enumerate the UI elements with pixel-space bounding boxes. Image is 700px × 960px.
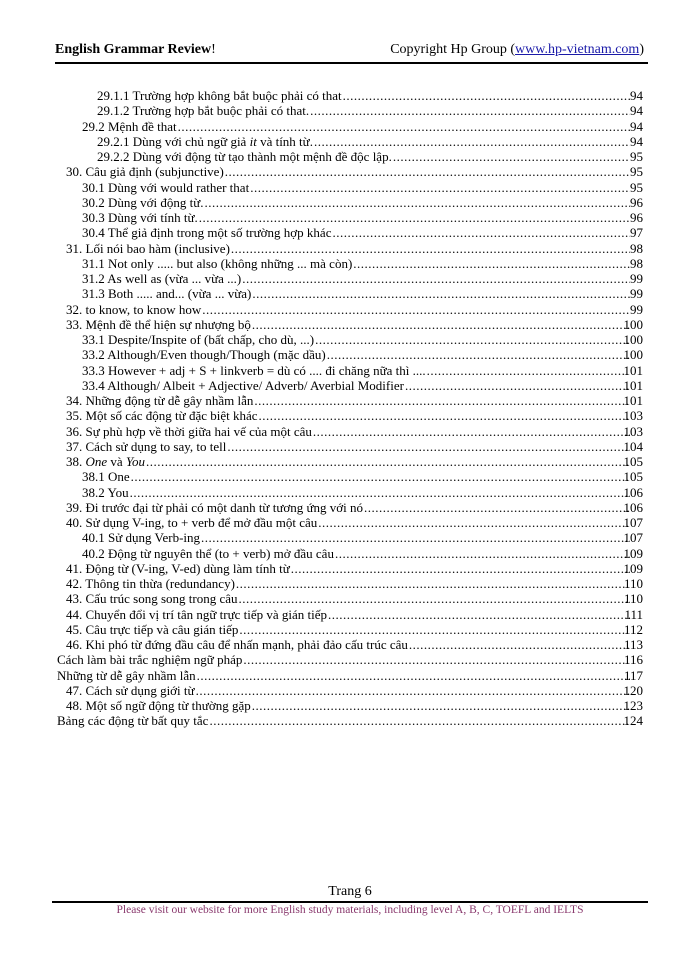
header-divider [55, 62, 648, 64]
toc-entry-label: 33.4 Although/ Albeit + Adjective/ Adverb/ Averbial Modifier [82, 377, 404, 393]
toc-entry-line [82, 119, 630, 134]
toc-entry-page: 100 [623, 332, 643, 347]
toc-entry-line [66, 637, 630, 652]
toc-entry-page: 117 [623, 667, 643, 683]
toc-entry-line [82, 286, 630, 301]
toc-entry-page: 105 [623, 469, 643, 485]
toc-entry[interactable] [0, 668, 700, 683]
toc-entry-page: 110 [623, 576, 643, 591]
toc-entry-page: 98 [630, 240, 643, 256]
toc-entry-line [66, 500, 630, 515]
toc-entry[interactable] [0, 225, 700, 240]
toc-entry-label: 38.1 One [82, 469, 130, 485]
toc-entry-page: 96 [630, 194, 643, 210]
toc-entry-page: 109 [623, 560, 643, 576]
dot-leader [332, 225, 630, 240]
toc-entry-page: 103 [623, 408, 643, 424]
dot-leader [335, 546, 630, 561]
dot-leader [209, 713, 630, 728]
dot-leader [252, 317, 630, 332]
toc-entry-line [82, 210, 630, 225]
toc-entry-line [66, 515, 630, 530]
toc-entry-label: 45. Câu trực tiếp và câu gián tiếp [66, 621, 239, 637]
toc-entry[interactable] [0, 683, 700, 698]
toc-entry-line [82, 256, 630, 271]
dot-leader [327, 347, 630, 362]
toc-entry-label: 30. Câu giả định (subjunctive) [66, 164, 224, 180]
toc-entry-label: 33. Mệnh đề thể hiện sự nhượng bộ [66, 316, 251, 332]
toc-entry-line [66, 317, 630, 332]
toc-entry-label: 31.2 As well as (vừa ... vừa ...) [82, 271, 242, 286]
toc-entry-page: 116 [623, 652, 643, 668]
toc-entry-label: 48. Một số ngữ động từ thường gặp [66, 698, 251, 713]
dot-leader [259, 408, 630, 423]
toc-entry-page: 101 [623, 362, 643, 378]
dot-leader [427, 363, 630, 378]
toc-entry-label: 47. Cách sử dụng giới từ [66, 682, 195, 698]
toc-entry-label: Những từ dễ gây nhầm lẫn [57, 667, 196, 683]
toc-entry-line [82, 469, 630, 484]
toc-entry-page: 113 [623, 637, 643, 652]
toc-entry-line [82, 271, 630, 286]
dot-leader [314, 134, 630, 149]
footer-divider [52, 901, 648, 903]
toc-entry[interactable] [0, 378, 700, 393]
dot-leader [225, 164, 630, 179]
toc-entry-line [66, 683, 630, 698]
document-title [55, 42, 216, 58]
toc-entry-page: 100 [623, 316, 643, 332]
dot-leader [205, 195, 630, 210]
toc-entry-line [82, 546, 630, 561]
toc-entry-label: Cách làm bài trắc nghiệm ngữ pháp [57, 652, 243, 668]
toc-entry-page: 95 [630, 149, 643, 164]
dot-leader [231, 241, 630, 256]
toc-entry-label: 29.2 Mệnh đề that [82, 118, 177, 134]
toc-entry-line [66, 408, 630, 423]
dot-leader [130, 485, 630, 500]
toc-entry-page: 112 [623, 621, 643, 637]
toc-entry[interactable] [0, 408, 700, 423]
copyright-text: Copyright Hp Group ( [390, 42, 516, 57]
toc-entry-line [97, 149, 630, 164]
dot-leader [196, 683, 630, 698]
toc-entry-line [57, 652, 630, 667]
dot-leader [353, 256, 630, 271]
toc-entry-line [66, 561, 630, 576]
toc-entry[interactable] [0, 698, 700, 713]
toc-entry-page: 110 [623, 591, 643, 607]
toc-entry-label: 33.2 Although/Even though/Though (mặc dầu) [82, 347, 326, 363]
toc-entry-page: 106 [623, 484, 643, 500]
toc-entry-page: 95 [630, 164, 643, 180]
toc-entry-line [66, 439, 630, 454]
toc-entry-label: 29.2.1 Dùng với chủ ngữ giả it và tính từ. [97, 133, 313, 149]
toc-entry-label: 44. Chuyển đổi vị trí tân ngữ trực tiếp và gián tiếp [66, 606, 328, 622]
toc-entry-label: 41. Động từ (V-ing, V-ed) dùng làm tính từ [66, 560, 290, 576]
toc-entry-page: 94 [630, 103, 643, 119]
toc-entry-line [66, 622, 630, 637]
toc-entry-line [82, 485, 630, 500]
toc-entry-line [66, 576, 630, 591]
italic-term: it [249, 133, 257, 149]
toc-entry-line [66, 591, 630, 606]
dot-leader [236, 576, 630, 591]
toc-entry-page: 107 [623, 530, 643, 546]
toc-entry[interactable] [0, 195, 700, 210]
toc-entry-line [66, 164, 630, 179]
toc-entry-page: 107 [623, 515, 643, 530]
toc-entry-label: 31.3 Both ..... and... (vừa ... vừa) [82, 286, 252, 302]
toc-entry[interactable] [0, 454, 700, 469]
toc-entry-label: 38. One và You [66, 454, 145, 469]
toc-entry-page: 99 [630, 301, 643, 317]
toc-entry[interactable] [0, 424, 700, 439]
toc-entry-label: 40.2 Động từ nguyên thể (to + verb) mở đầu câu [82, 545, 334, 561]
dot-leader [131, 469, 630, 484]
toc-entry[interactable] [0, 286, 700, 301]
toc-entry-page: 101 [623, 377, 643, 393]
toc-entry-line [66, 698, 630, 713]
dot-leader [328, 607, 630, 622]
dot-leader [252, 698, 630, 713]
toc-entry-line [66, 241, 630, 256]
toc-entry-page: 98 [630, 255, 643, 271]
dot-leader [254, 393, 630, 408]
dot-leader [243, 652, 630, 667]
toc-entry[interactable] [0, 256, 700, 271]
toc-entry[interactable] [0, 347, 700, 362]
document-title-text: English Grammar Review [55, 42, 212, 57]
dot-leader [393, 149, 630, 164]
toc-entry-page: 105 [623, 454, 643, 469]
toc-entry-line [97, 134, 630, 149]
toc-entry[interactable] [0, 439, 700, 454]
toc-entry-page: 103 [623, 423, 643, 439]
table-of-contents [0, 88, 700, 729]
toc-entry-label: 39. Đi trước đại từ phải có một danh từ tương ứng với nó [66, 499, 364, 515]
toc-entry-page: 94 [630, 88, 643, 103]
toc-entry[interactable] [0, 363, 700, 378]
toc-entry[interactable] [0, 149, 700, 164]
toc-entry-label: 42. Thông tin thừa (redundancy) [66, 576, 235, 591]
toc-entry-line [66, 424, 630, 439]
dot-leader [310, 103, 630, 118]
toc-entry-line [82, 195, 630, 210]
dot-leader [252, 286, 630, 301]
dot-leader [405, 378, 630, 393]
toc-entry[interactable] [0, 713, 700, 728]
toc-entry[interactable] [0, 103, 700, 118]
dot-leader [250, 180, 630, 195]
toc-entry-page: 101 [623, 393, 643, 408]
toc-entry[interactable] [0, 332, 700, 347]
page-header [55, 42, 648, 62]
toc-entry-line [82, 332, 630, 347]
toc-entry[interactable] [0, 469, 700, 484]
toc-entry-page: 111 [624, 606, 643, 622]
toc-entry-line [82, 378, 630, 393]
toc-entry-label: 40.1 Sử dụng Verb-ing [82, 530, 201, 546]
dot-leader [291, 561, 630, 576]
toc-entry-line [82, 530, 630, 545]
toc-entry-line [82, 347, 630, 362]
toc-entry-page: 99 [630, 271, 643, 286]
toc-entry-label: 30.2 Dùng với động từ. [82, 194, 204, 210]
toc-entry[interactable] [0, 271, 700, 286]
toc-entry-page: 95 [630, 179, 643, 195]
toc-entry[interactable] [0, 134, 700, 149]
toc-entry-label: 40. Sử dụng V-ing, to + verb để mở đầu một câu [66, 515, 318, 530]
toc-entry-page: 94 [630, 118, 643, 134]
toc-entry-line [57, 668, 630, 683]
dot-leader [197, 668, 630, 683]
toc-entry[interactable] [0, 180, 700, 195]
dot-leader [242, 271, 630, 286]
dot-leader [318, 515, 630, 530]
toc-entry[interactable] [0, 302, 700, 317]
toc-entry[interactable] [0, 591, 700, 606]
dot-leader [313, 424, 630, 439]
dot-leader [315, 332, 630, 347]
toc-entry-page: 96 [630, 210, 643, 225]
toc-entry-label: 30.4 Thể giả định trong một số trường hợp khác [82, 225, 332, 241]
toc-entry-label: 30.1 Dùng với would rather that [82, 179, 250, 195]
toc-entry-page: 99 [630, 286, 643, 302]
toc-entry-page: 104 [623, 438, 643, 454]
toc-entry-line [66, 454, 630, 469]
toc-entry-page: 97 [630, 225, 643, 241]
toc-entry-line [66, 393, 630, 408]
toc-entry-line [82, 363, 630, 378]
toc-entry[interactable] [0, 546, 700, 561]
toc-entry-label: 35. Một số các động từ đặc biệt khác [66, 408, 258, 424]
toc-entry[interactable] [0, 561, 700, 576]
toc-entry-line [66, 607, 630, 622]
toc-entry-label: 31. Lối nói bao hàm (inclusive) [66, 240, 230, 256]
copyright-notice [390, 42, 644, 58]
toc-entry-page: 94 [630, 133, 643, 149]
toc-entry-label: 34. Những động từ dễ gây nhầm lẫn [66, 393, 254, 408]
toc-entry[interactable] [0, 164, 700, 179]
dot-leader [146, 454, 630, 469]
toc-entry[interactable] [0, 317, 700, 332]
toc-entry-label: 32. to know, to know how [66, 301, 202, 317]
toc-entry[interactable] [0, 119, 700, 134]
toc-entry-label: 38.2 You [82, 484, 129, 500]
toc-entry[interactable] [0, 652, 700, 667]
dot-leader [178, 119, 630, 134]
dot-leader [239, 591, 630, 606]
toc-entry-line [82, 180, 630, 195]
toc-entry-label: 31.1 Not only ..... but also (không những ... mà còn) [82, 255, 353, 271]
toc-entry[interactable] [0, 88, 700, 103]
toc-entry-label: 43. Cấu trúc song song trong câu [66, 591, 238, 607]
toc-entry-line [66, 302, 630, 317]
italic-term: You [125, 454, 145, 469]
toc-entry-page: 120 [623, 682, 643, 698]
toc-entry[interactable] [0, 622, 700, 637]
dot-leader [227, 439, 630, 454]
dot-leader [409, 637, 630, 652]
toc-entry[interactable] [0, 393, 700, 408]
dot-leader [199, 210, 630, 225]
toc-entry-label: 33.3 However + adj + S + linkverb = dù có .... đi chăng nữa thì .... [82, 362, 426, 378]
toc-entry-label: 29.1.1 Trường hợp không bắt buộc phải có that [97, 88, 342, 103]
italic-term: One [85, 454, 108, 469]
website-link[interactable]: www.hp-vietnam.com [515, 42, 640, 57]
toc-entry-page: 124 [623, 713, 643, 729]
toc-entry-page: 109 [623, 545, 643, 561]
toc-entry[interactable] [0, 576, 700, 591]
toc-entry[interactable] [0, 607, 700, 622]
copyright-close: ) [639, 42, 644, 57]
dot-leader [364, 500, 630, 515]
toc-entry-label: 30.3 Dùng với tính từ. [82, 210, 198, 225]
page-number: Trang 6 [328, 884, 372, 899]
toc-entry[interactable] [0, 210, 700, 225]
toc-entry-label: 29.1.2 Trường hợp bắt buộc phải có that. [97, 103, 310, 119]
toc-entry[interactable] [0, 500, 700, 515]
toc-entry-line [57, 713, 630, 728]
toc-entry-page: 106 [623, 499, 643, 515]
toc-entry-page: 100 [623, 347, 643, 363]
toc-entry[interactable] [0, 637, 700, 652]
toc-entry-label: 37. Cách sử dụng to say, to tell [66, 438, 227, 454]
dot-leader [202, 302, 630, 317]
toc-entry-line [97, 88, 630, 103]
toc-entry-line [97, 103, 630, 118]
toc-entry-line [82, 225, 630, 240]
dot-leader [343, 88, 630, 103]
toc-entry-label: 29.2.2 Dùng với động từ tạo thành một mệnh đề độc lập. [97, 149, 392, 164]
toc-entry-page: 123 [623, 698, 643, 713]
toc-entry-label: 33.1 Despite/Inspite of (bất chấp, cho dù, ...) [82, 332, 315, 347]
toc-entry[interactable] [0, 485, 700, 500]
footer-note: Please visit our website for more English study materials, including level A, B, C, TOEFL and IELTS [116, 904, 584, 916]
dot-leader [239, 622, 630, 637]
toc-entry-label: 46. Khi phó từ đứng đầu câu để nhấn mạnh, phải đảo cấu trúc câu [66, 637, 408, 652]
toc-entry[interactable] [0, 515, 700, 530]
document-title-exclamation: ! [211, 42, 216, 57]
toc-entry[interactable] [0, 530, 700, 545]
toc-entry-label: Bảng các động từ bất quy tắc [57, 713, 209, 729]
toc-entry[interactable] [0, 241, 700, 256]
dot-leader [201, 530, 630, 545]
toc-entry-label: 36. Sự phù hợp về thời giữa hai vế của một câu [66, 423, 312, 439]
